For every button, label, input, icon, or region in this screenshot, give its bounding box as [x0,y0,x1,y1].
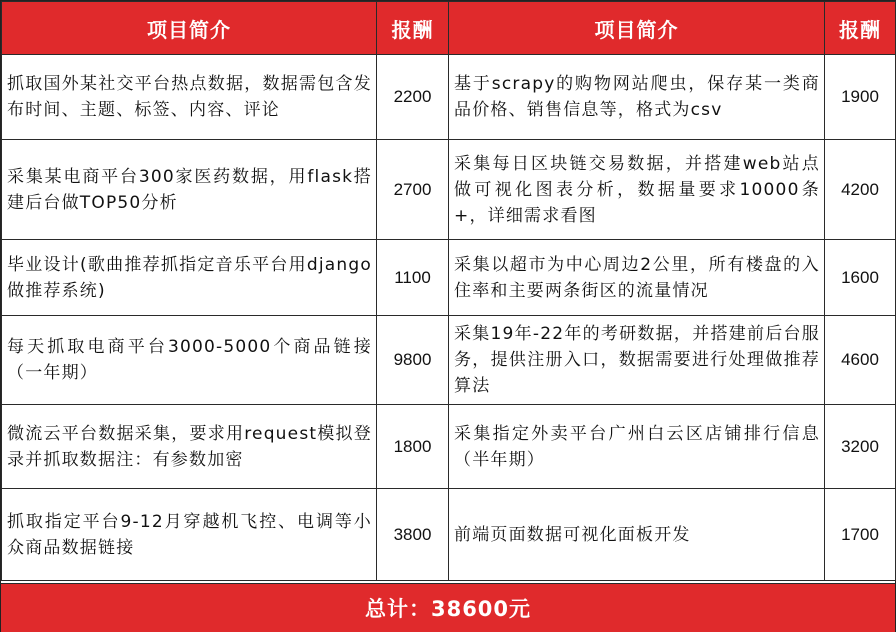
header-project-left: 项目简介 [2,2,377,55]
total-footer [1,583,895,632]
project-desc-left: 抓取国外某社交平台热点数据，数据需包含发布时间、主题、标签、内容、评论 [2,55,377,140]
price-left: 1800 [377,405,449,489]
price-left: 1100 [377,240,449,316]
project-desc-right: 前端页面数据可视化面板开发 [449,489,825,581]
total-amount: 总计：38600元 [364,597,532,621]
header-price-left: 报酬 [377,2,449,55]
project-desc-left: 微流云平台数据采集，要求用request模拟登录并抓取数据注：有参数加密 [2,405,377,489]
price-right: 1700 [825,489,896,581]
price-right: 1900 [825,55,896,140]
table-row [2,140,896,240]
project-table [1,1,896,581]
project-desc-left: 抓取指定平台9-12月穿越机飞控、电调等小众商品数据链接 [2,489,377,581]
price-right: 3200 [825,405,896,489]
header-row [2,2,896,55]
project-desc-left: 每天抓取电商平台3000-5000个商品链接（一年期） [2,316,377,405]
table-row [2,240,896,316]
price-left: 9800 [377,316,449,405]
project-desc-right: 采集指定外卖平台广州白云区店铺排行信息（半年期） [449,405,825,489]
price-left: 2200 [377,55,449,140]
table-row [2,55,896,140]
project-desc-right: 采集以超市为中心周边2公里，所有楼盘的入住率和主要两条街区的流量情况 [449,240,825,316]
table-row [2,316,896,405]
project-desc-left: 毕业设计(歌曲推荐抓指定音乐平台用django做推荐系统) [2,240,377,316]
price-right: 4200 [825,140,896,240]
project-desc-left: 采集某电商平台300家医药数据，用flask搭建后台做TOP50分析 [2,140,377,240]
project-desc-right: 基于scrapy的购物网站爬虫，保存某一类商品价格、销售信息等，格式为csv [449,55,825,140]
price-right: 4600 [825,316,896,405]
price-left: 2700 [377,140,449,240]
header-project-right: 项目简介 [449,2,825,55]
table-row [2,405,896,489]
price-right: 1600 [825,240,896,316]
project-desc-right: 采集每日区块链交易数据，并搭建web站点做可视化图表分析，数据量要求10000条+，详细需求看图 [449,140,825,240]
price-left: 3800 [377,489,449,581]
header-price-right: 报酬 [825,2,896,55]
table-row [2,489,896,581]
project-desc-right: 采集19年-22年的考研数据，并搭建前后台服务，提供注册入口，数据需要进行处理做推荐算法 [449,316,825,405]
